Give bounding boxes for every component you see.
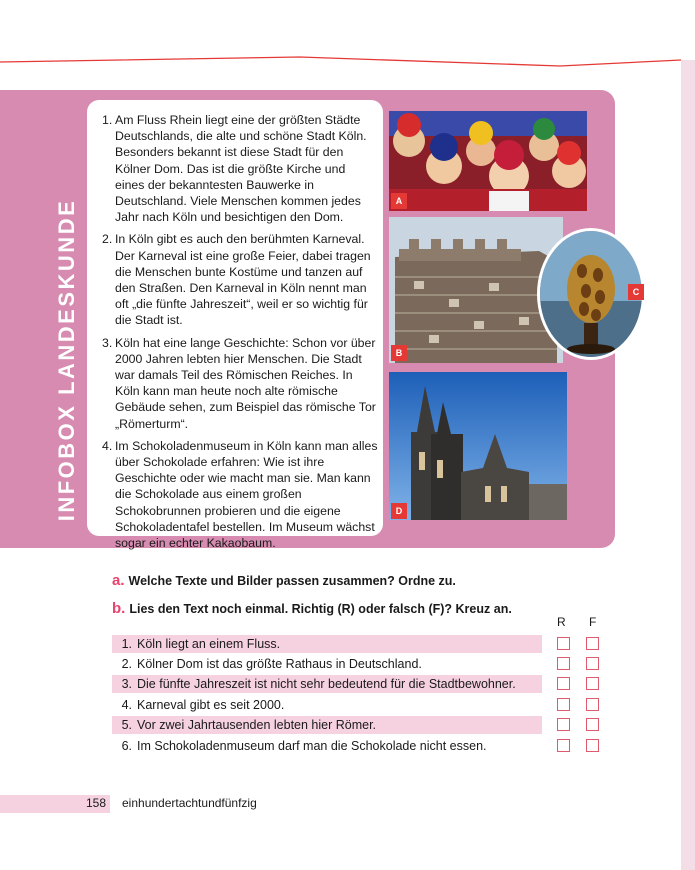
statement-row-6	[112, 737, 542, 755]
text-item-number: 3.	[102, 335, 113, 350]
statement-number: 3.	[121, 677, 132, 691]
right-margin-strip	[681, 60, 695, 870]
statement-text: Köln liegt an einem Fluss.	[137, 637, 281, 651]
photo-a-carnival	[389, 111, 587, 211]
infobox-label: INFOBOX LANDESKUNDE	[54, 198, 79, 522]
falsch-header: F	[589, 615, 597, 629]
checkbox-r-5[interactable]	[557, 718, 570, 731]
statement-row-5	[112, 716, 542, 734]
text-item-2	[102, 231, 378, 328]
text-item-body: In Köln gibt es auch den berühmten Karneval. Der Karneval ist eine große Feier, dabei tragen die Menschen bunte Kostüme und tanzen auf den Straßen. Den Karneval in Köln nennt man oft „die fünfte Jahreszeit“, weil er so wichtig für die Stadt ist.	[115, 232, 371, 328]
text-item-number: 4.	[102, 438, 113, 453]
checkbox-r-3[interactable]	[557, 677, 570, 690]
richtig-header: R	[557, 615, 566, 629]
statement-text: Karneval gibt es seit 2000.	[137, 698, 285, 712]
statement-row-1	[112, 635, 542, 653]
image-label-d: D	[391, 503, 407, 519]
statement-number: 1.	[121, 637, 132, 651]
statement-number: 5.	[121, 718, 132, 732]
statement-row-2	[112, 655, 542, 673]
page-number-words: einhundertachtundfünfzig	[122, 796, 257, 810]
statement-text: Kölner Dom ist das größte Rathaus in Deutschland.	[137, 657, 422, 671]
text-item-number: 2.	[102, 232, 113, 247]
task-a-letter: a.	[112, 572, 125, 589]
checkbox-f-2[interactable]	[586, 657, 599, 670]
statement-text: Die fünfte Jahreszeit ist nicht sehr bedeutend für die Stadtbewohner.	[137, 677, 516, 691]
text-item-body: Am Fluss Rhein liegt eine der größten Städte Deutschlands, die alte und schöne Stadt Köln. Besonders bekannt ist diese Stadt für den Kölner Dom. Das ist die größte Kirche und eines der bekanntesten Bauwerke in Deutschland. Viele Menschen kommen jedes Jahr nach Köln und besichtigen den Dom.	[115, 113, 367, 225]
task-a-text: Welche Texte und Bilder passen zusammen? Ordne zu.	[128, 574, 456, 588]
checkbox-f-1[interactable]	[586, 637, 599, 650]
statement-number: 4.	[121, 698, 132, 712]
checkbox-r-4[interactable]	[557, 698, 570, 711]
image-label-a: A	[391, 193, 407, 209]
infobox-text-list	[102, 112, 378, 557]
image-label-c: C	[628, 284, 644, 300]
text-item-number: 1.	[102, 113, 113, 127]
photo-d-cologne-cathedral	[389, 372, 567, 520]
checkbox-f-3[interactable]	[586, 677, 599, 690]
text-item-4	[102, 438, 378, 551]
statement-number: 6.	[121, 739, 132, 753]
checkbox-r-6[interactable]	[557, 739, 570, 752]
statement-row-3	[112, 675, 542, 693]
text-item-1	[102, 112, 378, 225]
task-b	[112, 600, 512, 617]
statement-number: 2.	[121, 657, 132, 671]
task-a	[112, 572, 456, 589]
statement-text: Vor zwei Jahrtausenden lebten hier Römer.	[137, 718, 377, 732]
checkbox-f-6[interactable]	[586, 739, 599, 752]
image-label-b: B	[391, 345, 407, 361]
checkbox-r-2[interactable]	[557, 657, 570, 670]
checkbox-f-4[interactable]	[586, 698, 599, 711]
task-b-letter: b.	[112, 600, 126, 617]
text-item-body: Köln hat eine lange Geschichte: Schon vor über 2000 Jahren lebten hier Menschen. Die Stadt war damals Teil des Römischen Reiches. In Köln kann man heute noch alte römische Gebäude sehen, zum Beispiel das römische Tor „Römerturm“.	[115, 335, 376, 431]
statement-row-4	[112, 696, 542, 714]
text-item-3	[102, 335, 378, 432]
statement-text: Im Schokoladenmuseum darf man die Schokolade nicht essen.	[137, 739, 487, 753]
page-number: 158	[86, 796, 107, 810]
checkbox-f-5[interactable]	[586, 718, 599, 731]
text-item-body: Im Schokoladenmuseum in Köln kann man alles über Schokolade erfahren: Wie ist ihre Geschichte oder wie macht man sie. Man kann die Schokolade aus einem großen Schokobrunnen probieren und die eigene Schokoladentafel bestellen. Im Museum wächst sogar ein echter Kakaobaum.	[115, 438, 378, 551]
top-red-rule	[0, 0, 695, 80]
task-b-text: Lies den Text noch einmal. Richtig (R) oder falsch (F)? Kreuz an.	[129, 602, 512, 616]
checkbox-r-1[interactable]	[557, 637, 570, 650]
